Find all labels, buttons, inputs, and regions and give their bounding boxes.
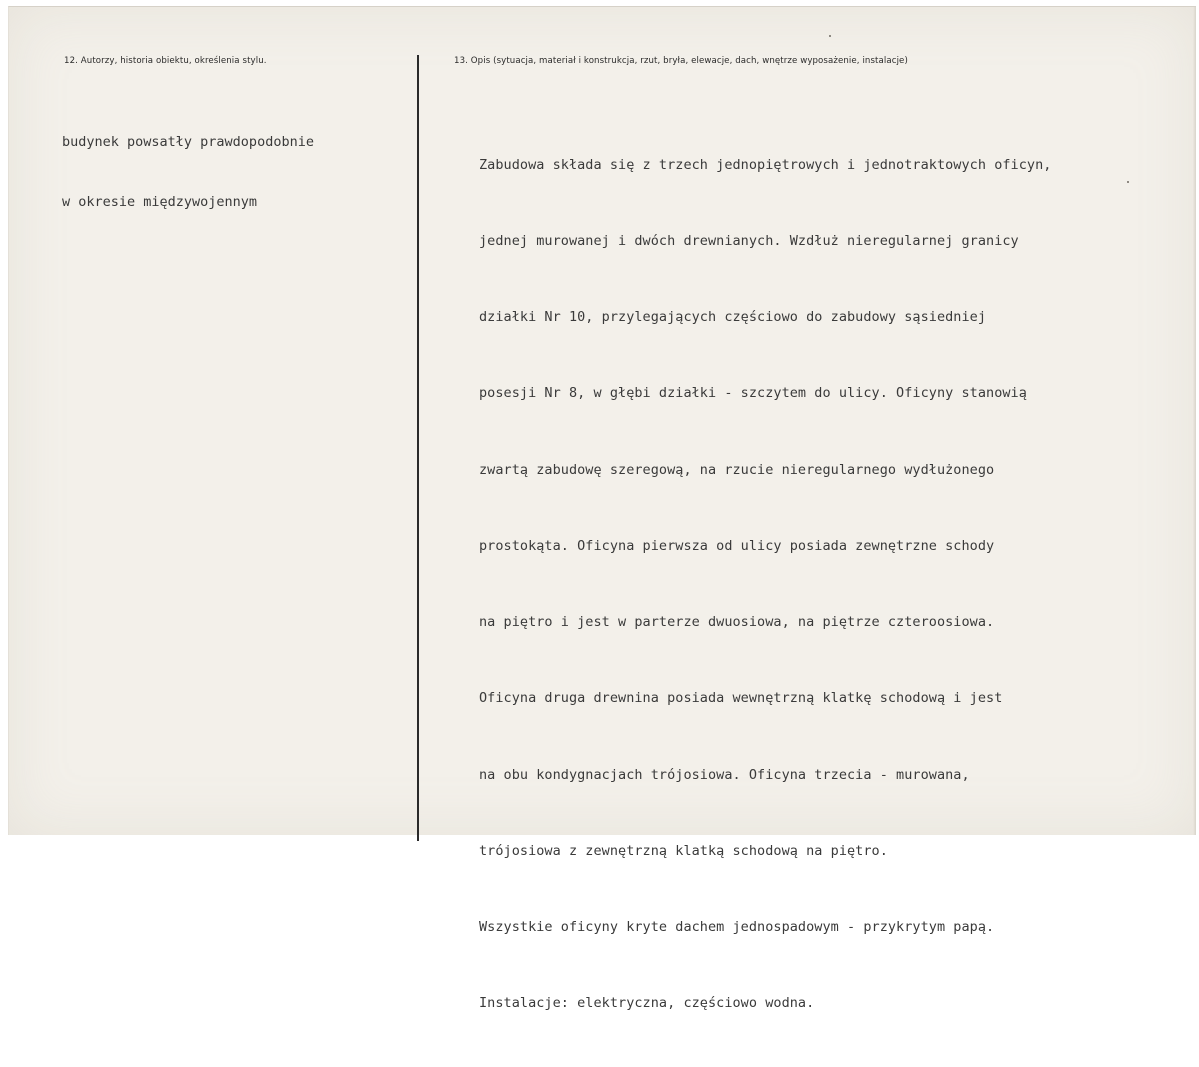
section-13-line: na obu kondygnacjach trójosiowa. Oficyna trzecia - murowana, [479, 766, 970, 783]
section-13-line: Zabudowa składa się z trzech jednopiętrowych i jednotraktowych oficyn, [479, 156, 1052, 173]
section-13-line: posesji Nr 8, w głębi działki - szczytem do ulicy. Oficyny stanowią [479, 385, 1027, 402]
column-divider [417, 55, 419, 841]
section-13-line: Oficyna druga drewnina posiada wewnętrzną klatkę schodową i jest [479, 690, 1003, 707]
section-13-line: jednej murowanej i dwóch drewnianych. Wzdłuż nieregularnej granicy [479, 233, 1019, 250]
section-13-line: Wszystkie oficyny kryte dachem jednospadowym - przykrytym papą. [479, 919, 995, 935]
document-sheet [8, 6, 1196, 1012]
paper-speck [829, 35, 831, 37]
section-13-line: działki Nr 10, przylegających częściowo do zabudowy sąsiedniej [479, 309, 987, 326]
section-13-label: 13. Opis (sytuacja, materiał i konstrukcja, rzut, bryła, elewacje, dach, wnętrze wyposażenie, instalacje) [454, 56, 908, 66]
section-13-line: na piętro i jest w parterze dwuosiowa, na piętrze czteroosiowa. [479, 614, 995, 631]
section-13-text [479, 102, 1051, 1067]
section-13-line: trójosiowa z zewnętrzną klatką schodową na piętro. [479, 842, 888, 859]
section-13-line: prostokąta. Oficyna pierwsza od ulicy posiada zewnętrzne schody [479, 537, 995, 554]
section-12-line: w okresie międzywojennym [62, 194, 258, 210]
section-12-label: 12. Autorzy, historia obiektu, określenia stylu. [64, 56, 267, 66]
section-12-line: budynek powsatły prawdopodobnie [62, 134, 314, 150]
section-12-text [62, 92, 314, 252]
paper-speck [1127, 181, 1129, 183]
section-13-line: zwartą zabudowę szeregową, na rzucie nieregularnego wydłużonego [479, 461, 995, 478]
section-13-line: Instalacje: elektryczna, częściowo wodna. [479, 995, 815, 1012]
